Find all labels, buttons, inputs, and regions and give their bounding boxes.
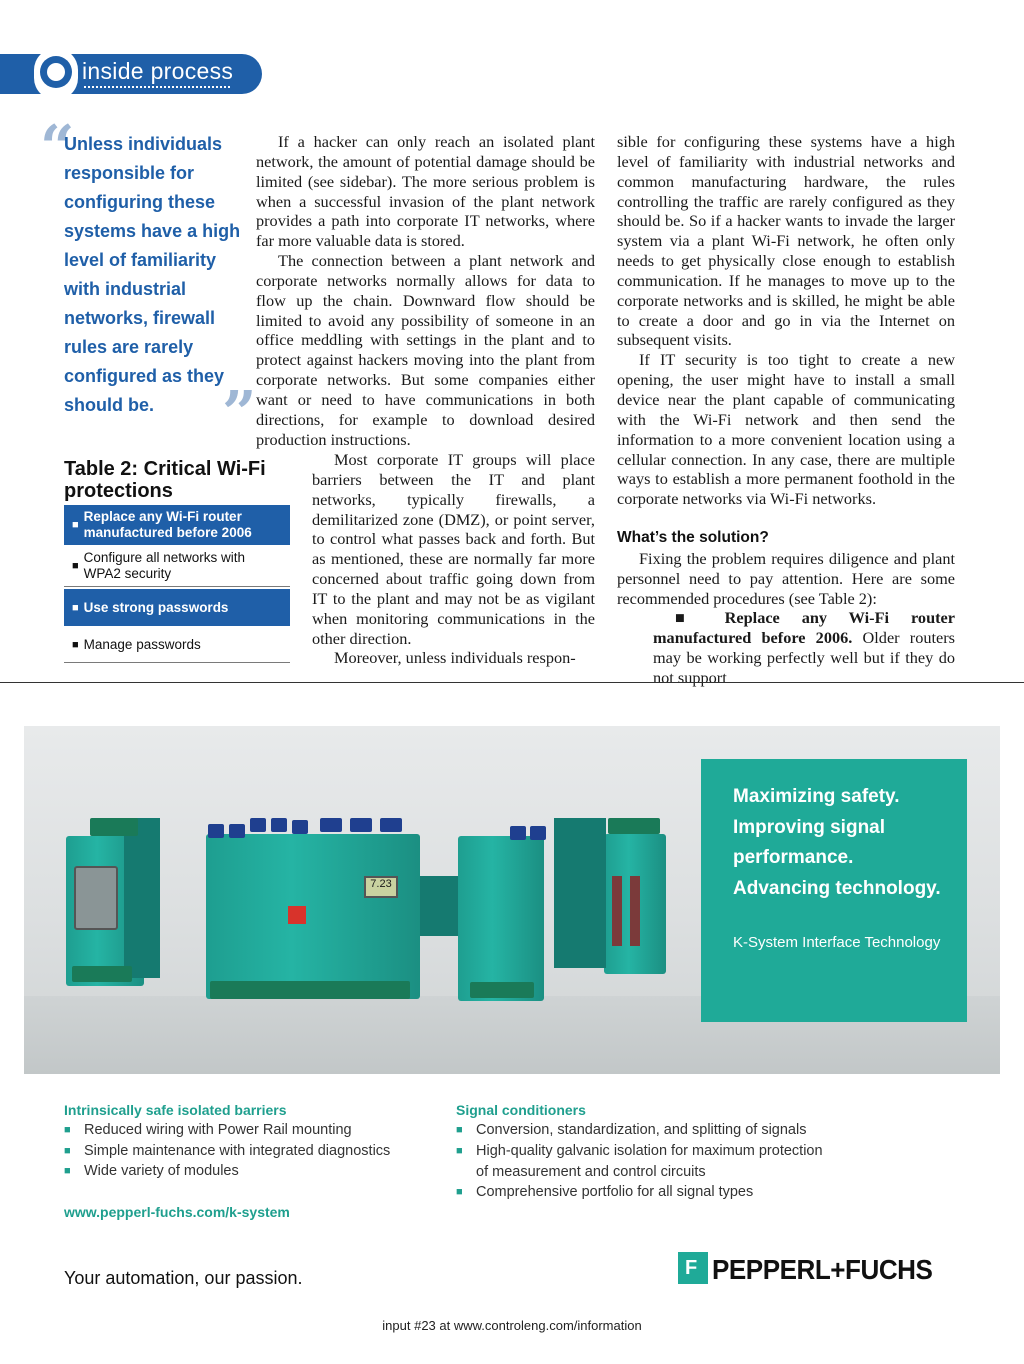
ad-headline-line: Advancing technology. xyxy=(733,877,941,899)
table-row xyxy=(64,589,290,626)
page-divider xyxy=(0,682,1024,683)
module-lcd: 7.23 xyxy=(364,876,398,898)
square-bullet-icon: ■ xyxy=(64,1165,71,1177)
article-bullet xyxy=(617,608,955,687)
solution-section xyxy=(617,528,955,688)
article-paragraph: If IT security is too tight to create a new opening, the user might have to install a small device near the plant capable of communicating with the Wi-Fi network and then send the information to a more convenient location using a cellular connection. In any case, there are multiple ways to establish a more permanent foothold in the corporate networks via Wi-Fi networks. xyxy=(617,350,955,509)
feature-title-conditioners: Signal conditioners xyxy=(456,1102,586,1118)
pull-quote: Unless individuals responsible for configuring these systems have a high level of familiarity with industrial networks, firewall rules are rarely configured as they should be. xyxy=(64,134,241,415)
ad-subline: K-System Interface Technology xyxy=(733,934,941,951)
module-middle xyxy=(458,836,544,1001)
ad-slogan: Your automation, our passion. xyxy=(64,1268,303,1288)
terminal-block xyxy=(320,818,342,832)
open-quote-icon: “ xyxy=(40,113,75,183)
feature-item xyxy=(456,1141,836,1182)
article-bullet-bold: Replace any Wi-Fi router manufactured before 2006. xyxy=(653,608,956,648)
feature-item xyxy=(64,1141,391,1162)
article-column-middle-lower xyxy=(312,450,595,668)
terminal-block xyxy=(530,826,546,840)
module-label xyxy=(288,906,306,924)
footer-input-line: input #23 at www.controleng.com/information xyxy=(382,1318,642,1333)
solution-heading: What’s the solution? xyxy=(617,529,769,546)
table-row-text: Configure all networks with WPA2 security xyxy=(83,549,245,581)
terminal-block xyxy=(350,818,372,832)
feature-text: Simple maintenance with integrated diagnostics xyxy=(84,1143,391,1159)
terminal-block xyxy=(72,966,132,982)
feature-item xyxy=(456,1182,754,1203)
article-paragraph: The connection between a plant network and corporate networks normally allows for data to flow up the chain. Downward flow should be limited to avoid any possibility of someone in an office meddling with settings in the plant and to protect against hackers moving into the plant from corporate networks. But some companies either want or need to have communications in both directions, for example to download desired production instructions. xyxy=(256,251,595,449)
feature-item xyxy=(64,1161,239,1182)
terminal-block xyxy=(250,818,266,832)
article-paragraph: Most corporate IT groups will place barriers between the IT and plant networks, typically firewalls, a demilitarized zone (DMZ), or point server, to control what passes back and forth. But as mentioned, these are normally far more concerned about traffic going down from IT to the plant and may not be as vigilant when monitoring communications in the other direction. xyxy=(312,450,595,648)
ad-headline xyxy=(733,782,958,904)
section-label: inside process xyxy=(82,58,234,84)
square-bullet-icon: ■ xyxy=(72,519,79,531)
section-label-underline xyxy=(84,86,230,88)
module-label xyxy=(612,876,622,946)
square-bullet-icon: ■ xyxy=(456,1186,463,1198)
ad-headline-line: performance. xyxy=(733,847,854,868)
ad-headline-line: Maximizing safety. xyxy=(733,786,900,807)
brand-logo-mark: F xyxy=(685,1257,698,1279)
feature-text: Reduced wiring with Power Rail mounting xyxy=(84,1122,352,1138)
module-display xyxy=(74,866,118,930)
table-row xyxy=(64,505,290,545)
feature-text: Comprehensive portfolio for all signal types xyxy=(476,1184,754,1200)
brand-name: PEPPERL+FUCHS xyxy=(712,1254,933,1285)
table-title: Table 2: Critical Wi-Fi protections xyxy=(64,458,266,502)
terminal-block xyxy=(470,982,534,998)
article-paragraph: sible for configuring these systems have a high level of familiarity with industrial networks and common manufacturing hardware, the rules controlling the traffic are rarely configured as they should be. So if a hacker wants to invade the larger system via a plant Wi-Fi network, he often only needs to get physically close enough to establish communication. If he manages to move up to the corporate networks and is skilled, he might be able to create a door and go in via the Internet on subsequent visits. xyxy=(617,132,955,350)
square-bullet-icon: ■ xyxy=(456,1124,463,1136)
feature-item xyxy=(456,1120,807,1141)
feature-text: Wide variety of modules xyxy=(84,1163,239,1179)
square-bullet-icon: ■ xyxy=(72,639,79,651)
ad-headline-line: Improving signal xyxy=(733,816,886,838)
square-bullet-icon: ■ xyxy=(64,1145,71,1157)
gauge-icon-face xyxy=(47,63,65,81)
table-row xyxy=(64,545,290,587)
terminal-block xyxy=(210,981,410,999)
close-quote-icon: ” xyxy=(222,379,257,449)
square-bullet-icon: ■ xyxy=(456,1145,463,1157)
table-row-text: Replace any Wi-Fi router manufactured before 2006 xyxy=(83,509,252,540)
module-left-side xyxy=(124,818,160,978)
terminal-block xyxy=(271,818,287,832)
article-column-middle xyxy=(256,132,595,450)
feature-text: High-quality galvanic isolation for maximum protection of measurement and control circuits xyxy=(476,1143,823,1180)
article-paragraph: Fixing the problem requires diligence and plant personnel need to pay attention. Here are some recommended procedures (see Table 2): xyxy=(617,548,955,608)
feature-item xyxy=(64,1120,352,1141)
feature-title-barriers: Intrinsically safe isolated barriers xyxy=(64,1102,287,1118)
square-bullet-icon: ■ xyxy=(72,559,79,572)
terminal-block xyxy=(90,818,138,836)
terminal-block xyxy=(208,824,224,838)
feature-text: Conversion, standardization, and splitting of signals xyxy=(476,1122,807,1138)
terminal-block xyxy=(510,826,526,840)
terminal-block xyxy=(608,818,660,834)
article-paragraph: Moreover, unless individuals respon- xyxy=(334,648,576,668)
square-bullet-icon: ■ xyxy=(675,608,725,628)
article-column-right xyxy=(617,132,955,509)
terminal-block xyxy=(380,818,402,832)
table-row xyxy=(64,628,290,663)
table-row-text: Manage passwords xyxy=(83,637,201,652)
ad-url-link[interactable]: www.pepperl-fuchs.com/k-system xyxy=(64,1204,290,1220)
terminal-block xyxy=(229,824,245,838)
terminal-block xyxy=(292,820,308,834)
module-right-side xyxy=(554,818,606,968)
article-bullet-text: Older routers may be working perfectly well but if they do not support xyxy=(653,628,955,687)
module-rack xyxy=(206,834,420,999)
square-bullet-icon: ■ xyxy=(64,1124,71,1136)
table-row-text: Use strong passwords xyxy=(83,599,229,615)
module-label xyxy=(630,876,640,946)
article-paragraph: If a hacker can only reach an isolated plant network, the amount of potential damage should be limited (see sidebar). The more serious problem is when a successful invasion of the plant network provides a path into corporate IT networks, where far more valuable data is stored. xyxy=(256,132,595,251)
rail-connector xyxy=(420,876,458,936)
square-bullet-icon: ■ xyxy=(72,601,79,614)
